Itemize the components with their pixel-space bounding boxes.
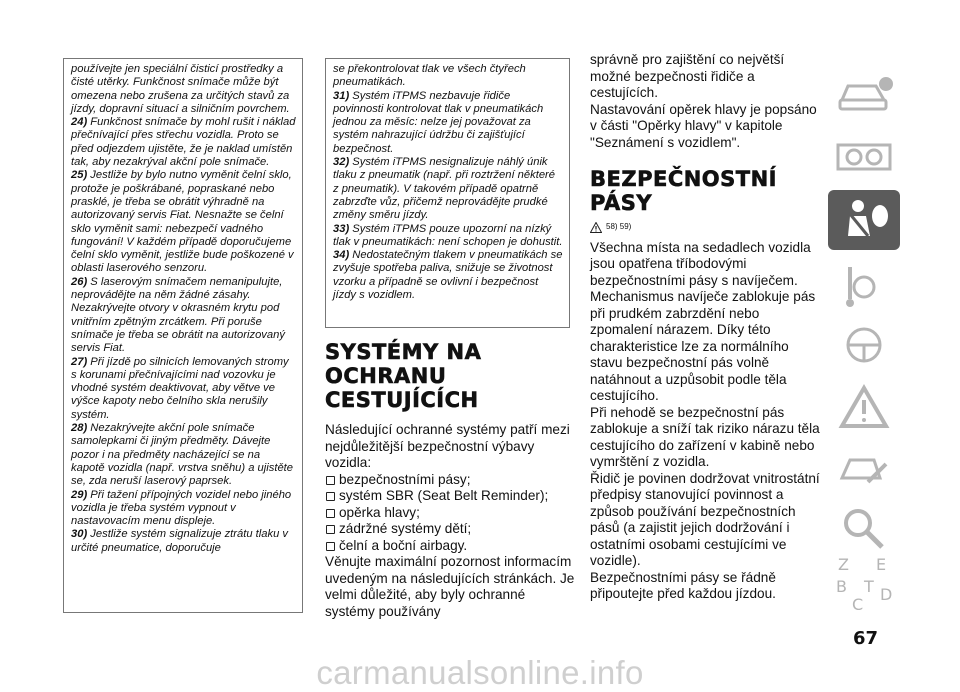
list-item: systém SBR (Seat Belt Reminder); [325, 488, 575, 505]
warning-item: 27) Při jízdě po silnicích lemovaných stromy s korunami přečnívajícími nad vozovku je vhodné systém deaktivovat, aby větve ve výšce kapoty nebo čelního skla nerušily systém. [71, 355, 289, 421]
paragraph: Řidič je povinen dodržovat vnitrostátní předpisy stanovující povinnost a způsob používání bezpečnostních pásů (a zajistit jejich dodržování i ostatními osobami cestujícími ve vozidle). [590, 470, 820, 568]
outro-text: Věnujte maximální pozornost informacím uvedeným na následujících stránkách. Je velmi důležité, aby byly ochranné systémy používány [325, 554, 575, 619]
warning-item: 26) S laserovým snímačem nemanipulujte, neprovádějte na něm žádné zásahy. Nezakrývejte otvory v okrasném krytu pod vnitřním zpětným zrcátkem. Při poruše snímače je třeba se obrátit na autorizovaný servis Fiat. [71, 275, 285, 355]
page-number: 67 [853, 628, 879, 649]
index-letter: D [880, 585, 893, 604]
warning-triangle-icon[interactable] [828, 378, 900, 438]
steering-wheel-icon[interactable] [828, 315, 900, 375]
car-tools-icon[interactable] [828, 438, 900, 498]
car-info-icon[interactable] [828, 62, 900, 122]
warning-box-middle [325, 58, 570, 328]
index-letter: E [876, 555, 887, 574]
warning-item: 34) Nedostatečným tlakem v pneumatikách se zvyšuje spotřeba paliva, snižuje se životnost vzorku a případně se ovlivní i bezpečnost jízdy s vozidlem. [333, 249, 563, 302]
watermark: carmanualsonline.info [316, 654, 644, 691]
intro-text: Následující ochranné systémy patří mezi nejdůležitější bezpečnostní výbavy vozidla: [325, 422, 570, 470]
warning-item: se překontrolovat tlak ve všech čtyřech pneumatikách. [333, 63, 526, 89]
spanner-maintenance-icon[interactable] [828, 495, 900, 555]
index-letter: C [852, 595, 864, 614]
warning-item: 32) Systém iTPMS nesignalizuje náhlý únik tlaku z pneumatik (např. při roztržení některé z pneumatik). V takovém případě opatrně zabrzďte vůz, přičemž neprovádějte prudké změny směru jízdy. [333, 156, 555, 222]
section-occupant-protection [325, 340, 575, 620]
warning-item: 28) Nezakrývejte akční pole snímače samolepkami či jiným předměty. Dávejte pozor i na předměty nacházející se na kapotě vozidla (např. vrstva sněhu) a ujistěte se, zda neruší laserový paprsek. [71, 422, 294, 488]
paragraph: Při nehodě se bezpečnostní pás zablokuje a sníží tak riziko nárazu těla cestujícího do zařízení v kabině nebo vymrštění z vozidla. [590, 404, 820, 469]
index-letter: Z [838, 555, 849, 574]
warning-item: 25) Jestliže by bylo nutno vyměnit čelní sklo, protože je poškrábané, popraskané nebo prasklé, je třeba se obrátit výhradně na autorizovaný servis Fiat. Nesnažte se čelní sklo vyměnit sami: nebezpečí vadného fungování! V každém případě doporučujeme čelní sklo vyměnit, jestliže bude poškozené v oblasti laserového senzoru. [71, 169, 294, 275]
list-item: opěrka hlavy; [325, 505, 575, 522]
warning-reference: 58) 59) [590, 219, 820, 236]
section-heading: SYSTÉMY NA OCHRANU CESTUJÍCÍCH [325, 340, 482, 412]
warning-box-left [63, 58, 303, 613]
warning-item: 30) Jestliže systém signalizuje ztrátu tlaku v určité pneumatice, doporučuje [71, 528, 289, 554]
warning-item: 29) Při tažení přípojných vozidel nebo jiného vozidla je třeba systém vypnout v nastavovacím menu displeje. [71, 488, 292, 528]
list-item: čelní a boční airbagy. [325, 538, 575, 555]
paragraph: správně pro zajištění co největší možné bezpečnosti řidiče a cestujících. [590, 52, 785, 100]
section-heading: BEZPEČNOSTNÍ PÁSY [590, 167, 777, 215]
paragraph: Všechna místa na sedadlech vozidla jsou opatřena tříbodovými bezpečnostními pásy s navíječem. [590, 239, 811, 288]
warning-item: 24) Funkčnost snímače by mohl rušit i náklad přečnívající přes střechu vozidla. Proto se před odjezdem ujistěte, že je naklad umístěn tak, aby nezakrýval akční pole snímače. [71, 116, 296, 169]
list-item: bezpečnostními pásy; [325, 472, 575, 489]
paragraph: Bezpečnostními pásy se řádně připoutejte před každou jízdou. [590, 569, 776, 601]
seatbelt-airbag-icon[interactable] [828, 190, 900, 250]
warning-item: používejte jen speciální čisticí prostředky a čisté utěrky. Funkčnost snímače může být omezena nebo zrušena za určitých stavů za jízdy, dopravní situací a silničním povrchem. [71, 63, 290, 115]
paragraph: Mechanismus navíječe zablokuje pás při prudkém zabrzdění nebo zpomalení nárazem. Díky této charakteristice lze za normálního stavu bezpečnostní pás volně natáhnout a uzpůsobit podle těla cestujícího. [590, 289, 816, 403]
list-item: zádržné systémy dětí; [325, 521, 575, 538]
dashboard-icon[interactable] [828, 125, 900, 185]
protection-list [325, 472, 575, 555]
index-letters-icon[interactable] [828, 548, 900, 618]
index-letter: B [836, 577, 847, 596]
warning-triangle-small-icon [590, 222, 602, 233]
section-seat-belts [590, 52, 820, 603]
warning-item: 33) Systém iTPMS pouze upozorní na nízký tlak v pneumatikách: není schopen je dohustit. [333, 222, 563, 248]
paragraph: Nastavování opěrek hlavy je popsáno v části "Opěrky hlavy" v kapitole "Seznámení s vozidlem". [590, 101, 817, 150]
key-start-icon[interactable] [828, 255, 900, 315]
warning-item: 31) Systém iTPMS nezbavuje řidiče povinnosti kontrolovat tlak v pneumatikách jednou za měsíc: nelze jej považovat za systém nahrazující údržbu či zajišťující bezpečnost. [333, 89, 544, 155]
index-letter: T [864, 577, 874, 596]
